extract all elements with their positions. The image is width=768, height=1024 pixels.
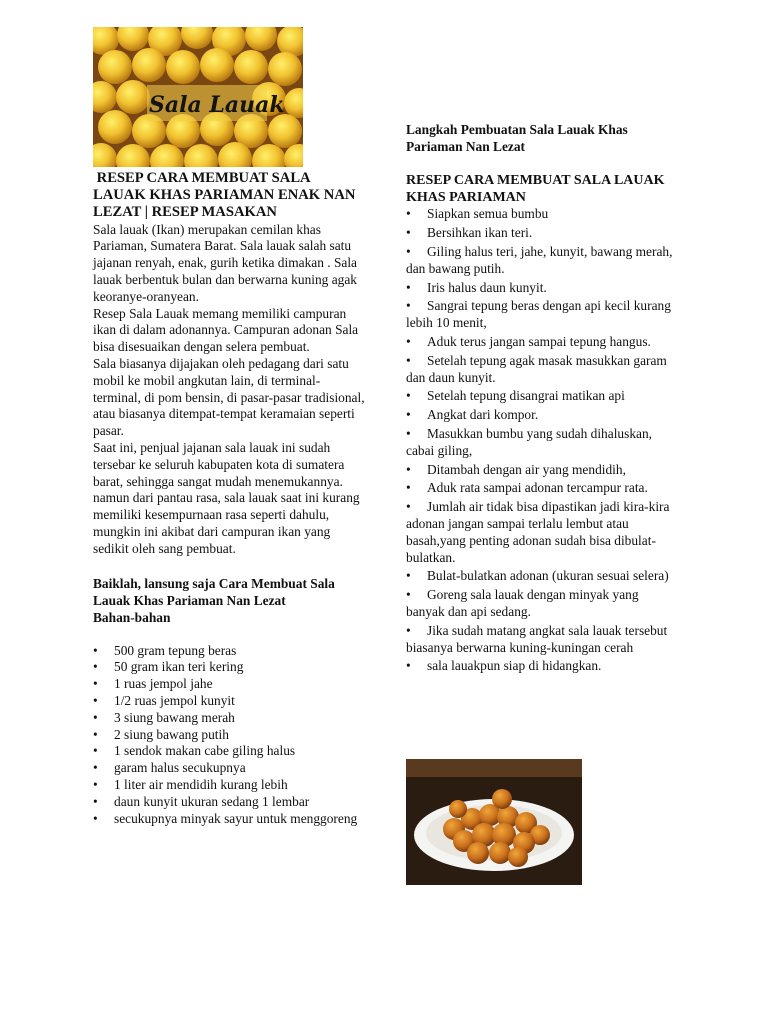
bullet-icon: • bbox=[406, 407, 411, 423]
list-item: • sala lauakpun siap di hidangkan. bbox=[406, 658, 602, 674]
bullet-icon: • bbox=[93, 776, 98, 792]
bullet-icon: • bbox=[406, 587, 411, 603]
intro-paragraph: Sala lauak (Ikan) merupakan cemilan khas Pariaman, Sumatera Barat. Sala lauak salah satu jajanan renyah, enak, gurih ketika dimakan . Sala lauak berbentuk bulan dan berwarna kuning agak keoranye-oranyean. bbox=[93, 221, 357, 304]
right-column bbox=[406, 121, 678, 677]
list-item: • Bulat-bulatkan adonan (ukuran sesuai selera) bbox=[406, 568, 669, 584]
ingredients-heading: Bahan-bahan bbox=[93, 609, 171, 625]
left-column bbox=[93, 170, 365, 827]
bullet-icon: • bbox=[406, 279, 411, 295]
recipe-subheading: Baiklah, lansung saja Cara Membuat Sala Lauak Khas Pariaman Nan Lezat bbox=[93, 575, 335, 608]
list-item: • Giling halus teri, jahe, kunyit, bawang merah, dan bawang putih. bbox=[406, 244, 673, 276]
photo-caption: Sala Lauak bbox=[149, 92, 285, 118]
list-item: • 500 gram tepung beras bbox=[93, 642, 237, 658]
bullet-icon: • bbox=[406, 352, 411, 368]
steps-title: RESEP CARA MEMBUAT SALA LAUAK KHAS PARIAMAN bbox=[406, 173, 665, 206]
bullet-icon: • bbox=[93, 642, 98, 658]
sala-lauak-plate-photo bbox=[406, 759, 582, 885]
list-item: • Iris halus daun kunyit. bbox=[406, 279, 547, 295]
list-item: • 1 liter air mendidih kurang lebih bbox=[93, 776, 288, 792]
list-item: • 1 ruas jempol jahe bbox=[93, 676, 213, 692]
bullet-icon: • bbox=[406, 461, 411, 477]
list-item: • Aduk rata sampai adonan tercampur rata. bbox=[406, 480, 648, 496]
paragraph-dijajakan: Sala biasanya dijajakan oleh pedagang dari satu mobil ke mobil angkutan lain, di terminal-terminal, di pom bensin, di pasar-pasar tradisional, atau biasanya ditempat-tempat keramaian seperti pasar. bbox=[93, 355, 365, 439]
bullet-icon: • bbox=[406, 333, 411, 349]
bullet-icon: • bbox=[93, 760, 98, 776]
sala-lauak-photo-top bbox=[93, 27, 303, 167]
list-item: • Masukkan bumbu yang sudah dihaluskan, cabai giling, bbox=[406, 425, 653, 458]
bullet-icon: • bbox=[406, 225, 411, 241]
steps-list bbox=[406, 206, 678, 675]
bullet-icon: • bbox=[93, 659, 98, 675]
bullet-icon: • bbox=[406, 622, 411, 638]
bullet-icon: • bbox=[406, 425, 411, 441]
list-item: • Angkat dari kompor. bbox=[406, 407, 539, 423]
list-item: • 1 sendok makan cabe giling halus bbox=[93, 743, 296, 759]
list-item: • daun kunyit ukuran sedang 1 lembar bbox=[93, 793, 310, 809]
list-item: • Bersihkan ikan teri. bbox=[406, 225, 533, 241]
list-item: • 3 siung bawang merah bbox=[93, 709, 235, 725]
bullet-icon: • bbox=[406, 499, 411, 515]
bullet-icon: • bbox=[93, 676, 98, 692]
list-item: • Aduk terus jangan sampai tepung hangus. bbox=[406, 333, 651, 349]
bullet-icon: • bbox=[93, 743, 98, 759]
list-item: • Goreng sala lauak dengan minyak yang banyak dan api sedang. bbox=[406, 587, 639, 619]
list-item: • Sangrai tepung beras dengan api kecil kurang lebih 10 menit, bbox=[406, 298, 671, 331]
list-item: • garam halus secukupnya bbox=[93, 760, 246, 776]
article-title: RESEP CARA MEMBUAT SALA LAUAK KHAS PARIAMAN ENAK NAN LEZAT | RESEP MASAKAN bbox=[93, 170, 360, 221]
bullet-icon: • bbox=[406, 480, 411, 496]
list-item: • Jika sudah matang angkat sala lauak tersebut biasanya berwarna kuning-kuningan cerah bbox=[406, 622, 668, 655]
paragraph-saat-ini: Saat ini, penjual jajanan sala lauak ini sudah tersebar ke seluruh kabupaten kota di sumatera barat, sehingga sangat mudah menemukannya. namun dari pantau rasa, sala lauak saat ini kurang memiliki kesempurnaan rasa seperti dahulu, mungkin ini akibat dari campuran ikan yang sedikit oleh sang pembuat. bbox=[93, 439, 360, 556]
list-item: • Setelah tepung disangrai matikan api bbox=[406, 388, 625, 404]
paragraph-campuran: Resep Sala Lauak memang memiliki campuran ikan di dalam adonannya. Campuran adonan Sala bisa disesuaikan dengan selera pembuat. bbox=[93, 305, 359, 355]
bullet-icon: • bbox=[406, 206, 411, 222]
plate-image bbox=[406, 759, 582, 885]
bullet-icon: • bbox=[406, 658, 411, 674]
list-item: • Setelah tepung agak masak masukkan garam dan daun kunyit. bbox=[406, 352, 667, 385]
list-item: • 2 siung bawang putih bbox=[93, 726, 229, 742]
list-item: • secukupnya minyak sayur untuk menggoreng bbox=[93, 810, 358, 826]
list-item: • Siapkan semua bumbu bbox=[406, 206, 549, 222]
list-item: • 50 gram ikan teri kering bbox=[93, 659, 244, 675]
bullet-icon: • bbox=[93, 709, 98, 725]
bullet-icon: • bbox=[93, 793, 98, 809]
list-item: • Ditambah dengan air yang mendidih, bbox=[406, 461, 626, 477]
bullet-icon: • bbox=[406, 388, 411, 404]
bullet-icon: • bbox=[406, 244, 411, 259]
ingredients-list bbox=[93, 643, 365, 828]
bullet-icon: • bbox=[406, 298, 411, 314]
list-item: • 1/2 ruas jempol kunyit bbox=[93, 692, 235, 708]
bullet-icon: • bbox=[406, 568, 411, 584]
bullet-icon: • bbox=[93, 726, 98, 742]
list-item: • Jumlah air tidak bisa dipastikan jadi kira-kira adonan jangan sampai terlalu lembut atau basah,yang penting adonan sudah bisa dibulat-bulatkan. bbox=[406, 499, 670, 565]
bullet-icon: • bbox=[93, 810, 98, 826]
steps-heading: Langkah Pembuatan Sala Lauak Khas Pariaman Nan Lezat bbox=[406, 122, 628, 154]
bullet-icon: • bbox=[93, 692, 98, 708]
